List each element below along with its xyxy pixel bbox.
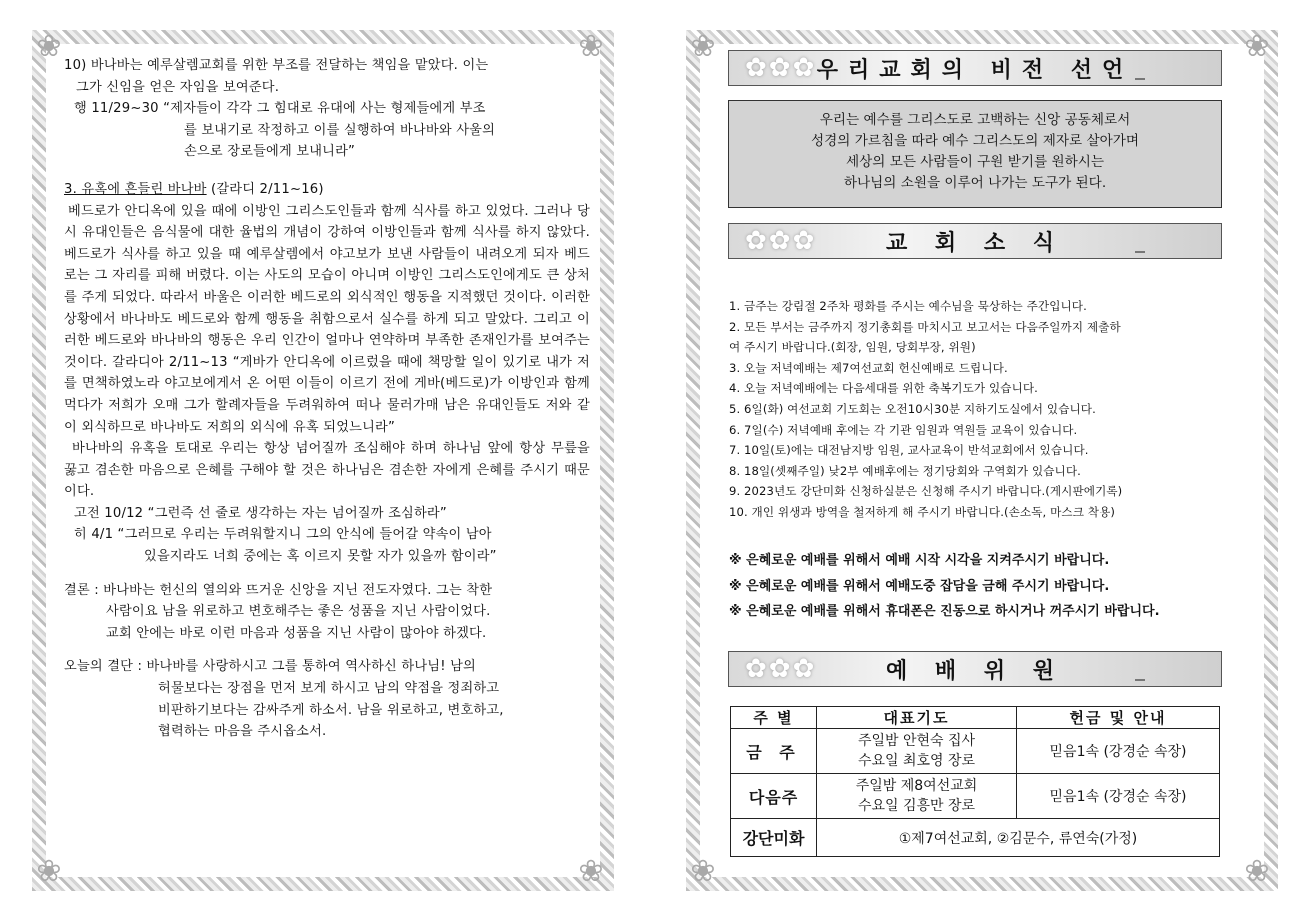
flower-ornament-icon: ❀ [690,854,716,889]
vision-line: 하나님의 소원을 이루어 나가는 도구가 된다. [843,175,1107,191]
news-item: 9. 2023년도 강단미화 신청하실분은 신청해 주시기 바랍니다.(게시판에기록) [729,484,1123,499]
vision-line: 성경의 가르침을 따라 예수 그리스도의 제자로 살아가며 [811,133,1139,149]
notice-item: ※ 은혜로운 예배를 위해서 예배 시작 시각을 지켜주시기 바랍니다. [729,553,1110,568]
flower-ornament-icon: ❀ [1244,854,1270,889]
news-item: 4. 오늘 저녁예배에는 다음세대를 위한 축복기도가 있습니다. [729,381,1038,396]
worship-staff-table [730,706,1220,857]
flower-ornament-icon: ❀ [690,29,716,64]
decision-prayer-line: 허물보다는 장점을 먼저 보게 하시고 남의 약점을 정죄하고 [158,681,500,697]
altar-value: ①제7여선교회, ②김문수, 류연숙(가정) [817,819,1220,857]
prayer-cell [817,774,1017,819]
prayer-cell [817,729,1017,774]
week-cell: 금 주 [731,729,817,774]
decision-prayer-line: 협력하는 마음을 주시옵소서. [158,724,327,740]
header-prayer: 대표기도 [817,707,1017,729]
header-week: 주 별 [731,707,817,729]
news-item: 2. 모든 부서는 금주까지 정기총회를 마치시고 보고서는 다음주일까지 제출하 [729,319,1121,334]
conclusion-line: 결론 : 바나바는 헌신의 열의와 뜨거운 신앙을 지닌 전도자였다. 그는 착한 [64,582,493,598]
vision-line: 우리는 예수를 그리스도로 고백하는 신앙 공동체로서 [819,112,1131,128]
verse-hebrews: 히 4/1 “그러므로 우리는 두려워할지니 그의 안식에 들어갈 약속이 남아 [74,527,492,543]
flower-ornament-icon: ❀ [36,854,62,889]
news-banner [728,223,1222,259]
news-list [729,296,1229,523]
sermon-text [64,55,590,743]
table-row [731,729,1220,774]
decision-prayer-line: 비판하기보다는 감싸주게 하소서. 남을 위로하고, 변호하고, [158,702,504,718]
news-item: 3. 오늘 저녁예배는 제7여선교회 헌신예배로 드립니다. [729,360,1008,375]
news-item: 5. 6일(화) 여선교회 기도회는 오전10시30분 지하기도실에서 있습니다. [729,401,1096,416]
conclusion-line: 교회 안에는 바로 이런 마음과 성품을 지닌 사람이 많아야 하겠다. [106,625,487,641]
verse-acts-cont: 손으로 장로들에게 보내니라” [184,144,356,160]
point-10-line: 그가 신임을 얻은 자임을 보여준다. [76,79,280,95]
offering-cell: 믿음1속 (강경순 속장) [1017,729,1220,774]
section-3-body: 베드로가 안디옥에 있을 때에 이방인 그리스도인들과 함께 식사를 하고 있었다. 그러나 당시 유대인들은 음식물에 대한 율법의 개념이 강하여 이방인들과 함께 식사를 하지 않았다. 베드로가 식사를 하고 있을 때 예루살렘에서 야고보가 보낸 사람들이 내려오게 되자 베드로는 그 자리를 피해 버렸다. 이는 사도의 모습이 아니며 이방인 그리스도인에게도 큰 상처를 주게 되었다. 따라서 바울은 이러한 베드로의 외식적인 행동을 지적했던 것이다. 이러한 상황에서 바나바도 베드로와 함께 행동을 취함으로서 실수를 하게 되고 말았다. 그리고 이러한 베드로와 바나바의 행동은 우리 인간이 얼마나 연약하며 부족한 존재인가를 보여주는 것이다. 갈라디아 2/11~13 “게바가 안디옥에 이르렀을 때에 책망할 일이 있기로 내가 저를 면책하였노라 야고보에게서 온 어떤 이들이 이르기 전에 게바(베드로)가 이방인과 함께 먹다가 저희가 오매 그가 할례자들을 두려워하여 떠나 물러가매 남은 유대인들도 저와 같이 외식하므로 바나바도 저희의 외식에 유혹 되었느니라” [64,203,590,435]
daisy-icon: ✿✿✿ [745,53,817,83]
vision-title: 우리교회의 비전 선언 [816,57,1134,83]
news-item: 7. 10일(토)에는 대전남지방 임원, 교사교육이 반석교회에서 있습니다. [729,443,1089,458]
flower-ornament-icon: ❀ [578,854,604,889]
conclusion-line: 사람이요 남을 위로하고 변호해주는 좋은 성품을 지닌 사람이었다. [106,604,491,620]
notice-item: ※ 은혜로운 예배를 위해서 예배도중 잡담을 금해 주시기 바랍니다. [729,578,1110,594]
header-offering: 헌금 및 안내 [1017,707,1220,729]
point-10-line: 10) 바나바는 예루살렘교회를 위한 부조를 전달하는 책임을 맡았다. 이는 [64,58,489,73]
staff-banner [728,651,1222,687]
worship-notices [729,548,1229,625]
vision-line: 세상의 모든 사람들이 구원 받기를 원하시는 [846,154,1104,170]
news-item: 6. 7일(수) 저녁예배 후에는 각 기관 임원과 역원들 교육이 있습니다. [729,422,1078,437]
news-item: 8. 18일(셋째주일) 낮2부 예배후에는 정기당회와 구역회가 있습니다. [729,463,1081,478]
offering-cell: 믿음1속 (강경순 속장) [1017,774,1220,819]
verse-hebrews-cont: 있을지라도 너희 중에는 혹 이르지 못할 자가 있을까 함이라” [144,549,497,565]
prayer-line: 수요일 김흥만 장로 [857,798,976,814]
section-3-ref: (갈라디 2/11~16) [206,181,324,197]
flower-ornament-icon: ❀ [36,29,62,64]
week-cell: 다음주 [731,774,817,819]
daisy-icon: ✿✿✿ [745,654,817,684]
news-item: 10. 개인 위생과 방역을 철저하게 해 주시기 바랍니다.(손소독, 마스크 착용) [729,504,1116,519]
notice-item: ※ 은혜로운 예배를 위해서 휴대폰은 진동으로 하시거나 꺼주시기 바랍니다. [729,604,1160,619]
news-item: 1. 금주는 강림절 2주차 평화를 주시는 예수님을 묵상하는 주간입니다. [729,299,1087,313]
staff-title: 예 배 위 원 [886,658,1064,684]
flower-ornament-icon: ❀ [578,29,604,64]
section-3-application: 바나바의 유혹을 토대로 우리는 항상 넘어질까 조심해야 하며 하나님 앞에 항상 무릎을 꿇고 겸손한 마음으로 은혜를 구해야 할 것은 하나님은 겸손한 자에게 은혜를 주시기 때문이다. [64,441,590,500]
table-row [731,819,1220,857]
vision-statement [728,100,1222,208]
altar-label: 강단미화 [731,819,817,857]
section-3-title: 3. 유혹에 흔들린 바나바 [64,181,207,197]
table-row [731,774,1220,819]
prayer-line: 주일밤 안현숙 집사 [857,733,976,749]
prayer-line: 주일밤 제8여선교회 [855,778,978,794]
news-title: 교 회 소 식 [886,230,1064,256]
flower-ornament-icon: ❀ [1244,29,1270,64]
news-item: 여 주시기 바랍니다.(회장, 임원, 당회부장, 위원) [729,340,976,355]
prayer-line: 수요일 최호영 장로 [857,753,976,769]
verse-acts: 행 11/29~30 “제자들이 각각 그 힘대로 유대에 사는 형제들에게 부조 [74,101,486,117]
decision-prayer-line: 오늘의 결단 : 바나바를 사랑하시고 그를 통하여 역사하신 하나님! 남의 [64,659,476,675]
section-3-heading [64,179,590,201]
verse-acts-cont: 를 보내기로 작정하고 이를 실행하여 바나바와 사울의 [184,122,496,138]
vision-banner [728,50,1222,86]
daisy-icon: ✿✿✿ [745,226,817,256]
verse-corinthians: 고전 10/12 “그런즉 선 줄로 생각하는 자는 넘어질까 조심하라” [74,505,447,521]
